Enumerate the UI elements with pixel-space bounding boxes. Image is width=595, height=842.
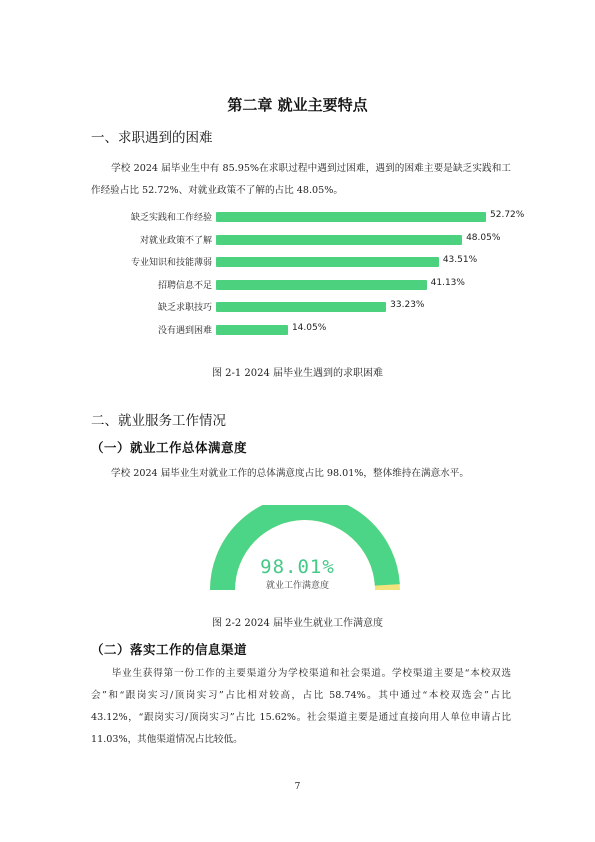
bar-category-label: 缺乏实践和工作经验: [130, 213, 212, 223]
page-number: 7: [294, 782, 301, 792]
bar: [216, 235, 462, 245]
bar: [216, 257, 439, 267]
bar-category-label: 对就业政策不了解: [139, 235, 212, 246]
bar: [216, 325, 288, 335]
gauge-value-text: 98.01%: [260, 556, 335, 578]
bar-category-label: 专业知识和技能薄弱: [130, 258, 212, 268]
bar-value-label: 52.72%: [490, 210, 525, 220]
paragraph-satisfaction-text: 学校 2024 届毕业生对就业工作的总体满意度占比 98.01%，整体维持在满意水平。: [111, 468, 469, 479]
bar: [216, 302, 386, 312]
bar-value-label: 33.23%: [390, 300, 425, 310]
paragraph-info-channels-text: 毕业生获得第一份工作的主要渠道分为学校渠道和社会渠道。学校渠道主要是“本校双选会”和“跟岗实习/顶岗实习”占比相对较高，占比 58.74%。其中通过“本校双选会”占比 43.12%，“跟岗实习/顶岗实习”占比 15.62%。社会渠道主要是通过直接向用人单位申请占比 11.03%，其他渠道情况占比较低。: [91, 668, 511, 745]
section-heading-employment-service: 二、就业服务工作情况: [91, 413, 226, 429]
paragraph-job-difficulties-text: 学校 2024 届毕业生中有 85.95%在求职过程中遇到过困难，遇到的困难主要是缺乏实践和工作经验占比 52.72%、对就业政策不了解的占比 48.05%。: [91, 163, 511, 196]
bar-category-label: 缺乏求职技巧: [157, 303, 212, 313]
chapter-title: 第二章 就业主要特点: [227, 96, 368, 114]
bar-value-label: 48.05%: [466, 232, 501, 243]
gauge-label: 就业工作满意度: [265, 581, 329, 591]
bar-category-label: 招聘信息不足: [157, 280, 212, 291]
paragraph-job-difficulties: [91, 158, 511, 202]
paragraph-info-channels: [91, 663, 511, 751]
bar: [216, 280, 427, 290]
bar-value-label: 43.51%: [442, 255, 478, 265]
subsection-heading-info-channels: （二）落实工作的信息渠道: [91, 642, 248, 657]
bar-value-label: 14.05%: [291, 322, 327, 333]
paragraph-satisfaction: [91, 463, 511, 485]
section-heading-job-difficulties: 一、求职遇到的困难: [91, 130, 213, 146]
bar-value-label: 41.13%: [430, 277, 465, 288]
figure-caption-2-2: 图 2-2 2024 届毕业生就业工作满意度: [211, 618, 384, 629]
bar: [216, 212, 486, 222]
subsection-heading-satisfaction: （一）就业工作总体满意度: [91, 440, 248, 455]
job-difficulties-bar-chart: [80, 212, 540, 352]
figure-caption-2-1: 图 2-1 2024 届毕业生遇到的求职困难: [211, 368, 384, 379]
bar-category-label: 没有遇到困难: [157, 325, 212, 336]
